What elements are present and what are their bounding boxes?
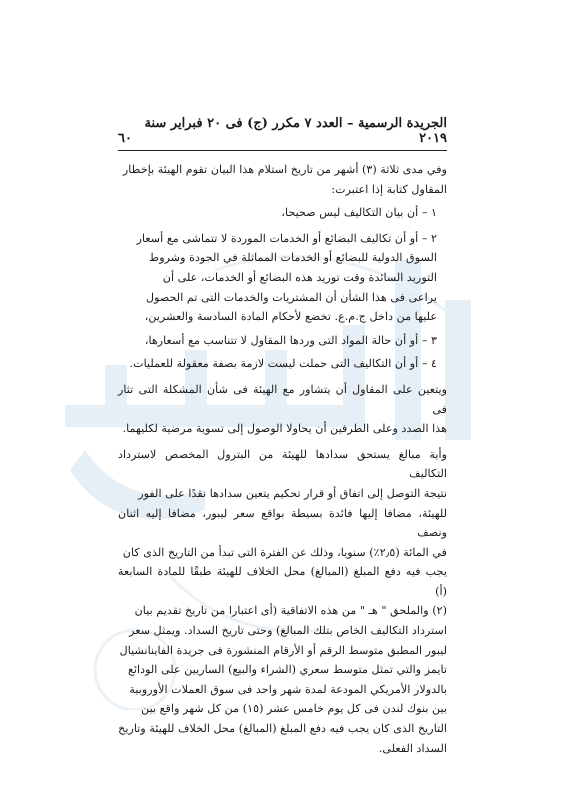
intro-line: وفي مدى ثلاثة (٣) أشهر من تاريخ استلام هذا البيان تقوم الهيئة بإخطار [122,163,447,176]
list-item-2-cont: السوق الدولية للبضائع أو الخدمات المماثلة في الجودة وشروط [148,251,437,265]
list-item-1: ١ – أن بيان التكاليف ليس صحيحا، [281,206,437,220]
paragraph-line: في المائة (٢٫٥٪) سنويا، وذلك عن الفترة التى تبدأ من التاريخ الذى كان [122,545,447,559]
list-item-2-cont: التوريد السائدة وقت توريد هذه البضائع أو الخدمات، على أن [162,270,437,284]
paragraph-line: يجب فيه دفع المبلغ (المبالغ) محل الخلاف للهيئة طبقًا للمادة السابعة (أ) [118,565,447,598]
list-item-2-cont: عليها من داخل ج.م.ع. تخضع لأحكام المادة السادسة والعشرين، [144,310,437,324]
paragraph-line: هذا الصدد وعلى الطرفين أن يحاولا الوصول إلى تسوية مرضية لكليهما. [122,422,447,436]
paragraph-line: بين بنوك لندن فى كل يوم خامس عشر (١٥) من كل شهر واقع بين [141,702,447,716]
paragraph-line: بالدولار الأمريكي المودعة لمدة شهر واحد فى سوق العملات الأوروبية [129,682,447,696]
paragraph-line: التاريخ الذى كان يجب فيه دفع المبلغ (المبالغ) محل الخلاف للهيئة وتاريخ [118,722,447,736]
paragraph-line: السداد الفعلى. [378,741,447,755]
paragraph-line: نتيجة التوصل إلى اتفاق أو قرار تحكيم يتعين سدادها نقدًا على الفور [138,486,447,500]
paragraph-line: (٢) والملحق " هـ " من هذه الاتفاقية (أى اعتبارا من تاريخ تقديم بيان [134,604,447,618]
paragraph-line: تايمز والتي تمثل متوسط سعري (الشراء والبيع) الساريين على الودائع [127,663,447,677]
paragraph-line: للهيئة، مضافا إليها فائدة بسيطة بواقع سعر ليبور، مضافا إليه اثنان ونصف [118,506,447,540]
document-body [118,160,447,758]
intro-line: المقاول كتابة إذا اعتبرت: [331,182,447,196]
paragraph-line: ويتعين على المقاول أن يتشاور مع الهيئة فى شأن المشكلة التى تثار فى [118,382,447,416]
list-item-2-cont: يراعى فى هذا الشأن أن المشتريات والخدمات التى تم الحصول [145,290,437,304]
header-title: الجريدة الرسمية – العدد ٧ مكرر (ج) فى ٢٠ فبراير سنة ٢٠١٩ [144,116,447,146]
page-number: ٦٠ [118,131,132,146]
list-item-4: ٤ – أو أن التكاليف التى حملت ليست لازمة بصفة معقولة للعمليات. [129,357,437,371]
paragraph-line: ليبور المطبق متوسط الرقم أو الأرقام المنشورة فى جريدة الفاينانشيال [119,643,447,657]
list-item-3: ٣ – أو أن حالة المواد التى وردها المقاول لا تتناسب مع أسعارها، [144,333,437,347]
page-header [118,116,447,146]
list-item-2: ٢ – أو أن تكاليف البضائع أو الخدمات الموردة لا تتماشى مع أسعار [136,231,437,245]
paragraph-line: استرداد التكاليف الخاص بتلك المبالغ) وحتى تاريخ السداد. ويمثل سعر [129,624,447,638]
paragraph-line: وأية مبالغ يستحق سدادها للهيئة من البترول المخصص لاسترداد التكاليف [118,447,447,481]
header-rule [118,150,447,151]
